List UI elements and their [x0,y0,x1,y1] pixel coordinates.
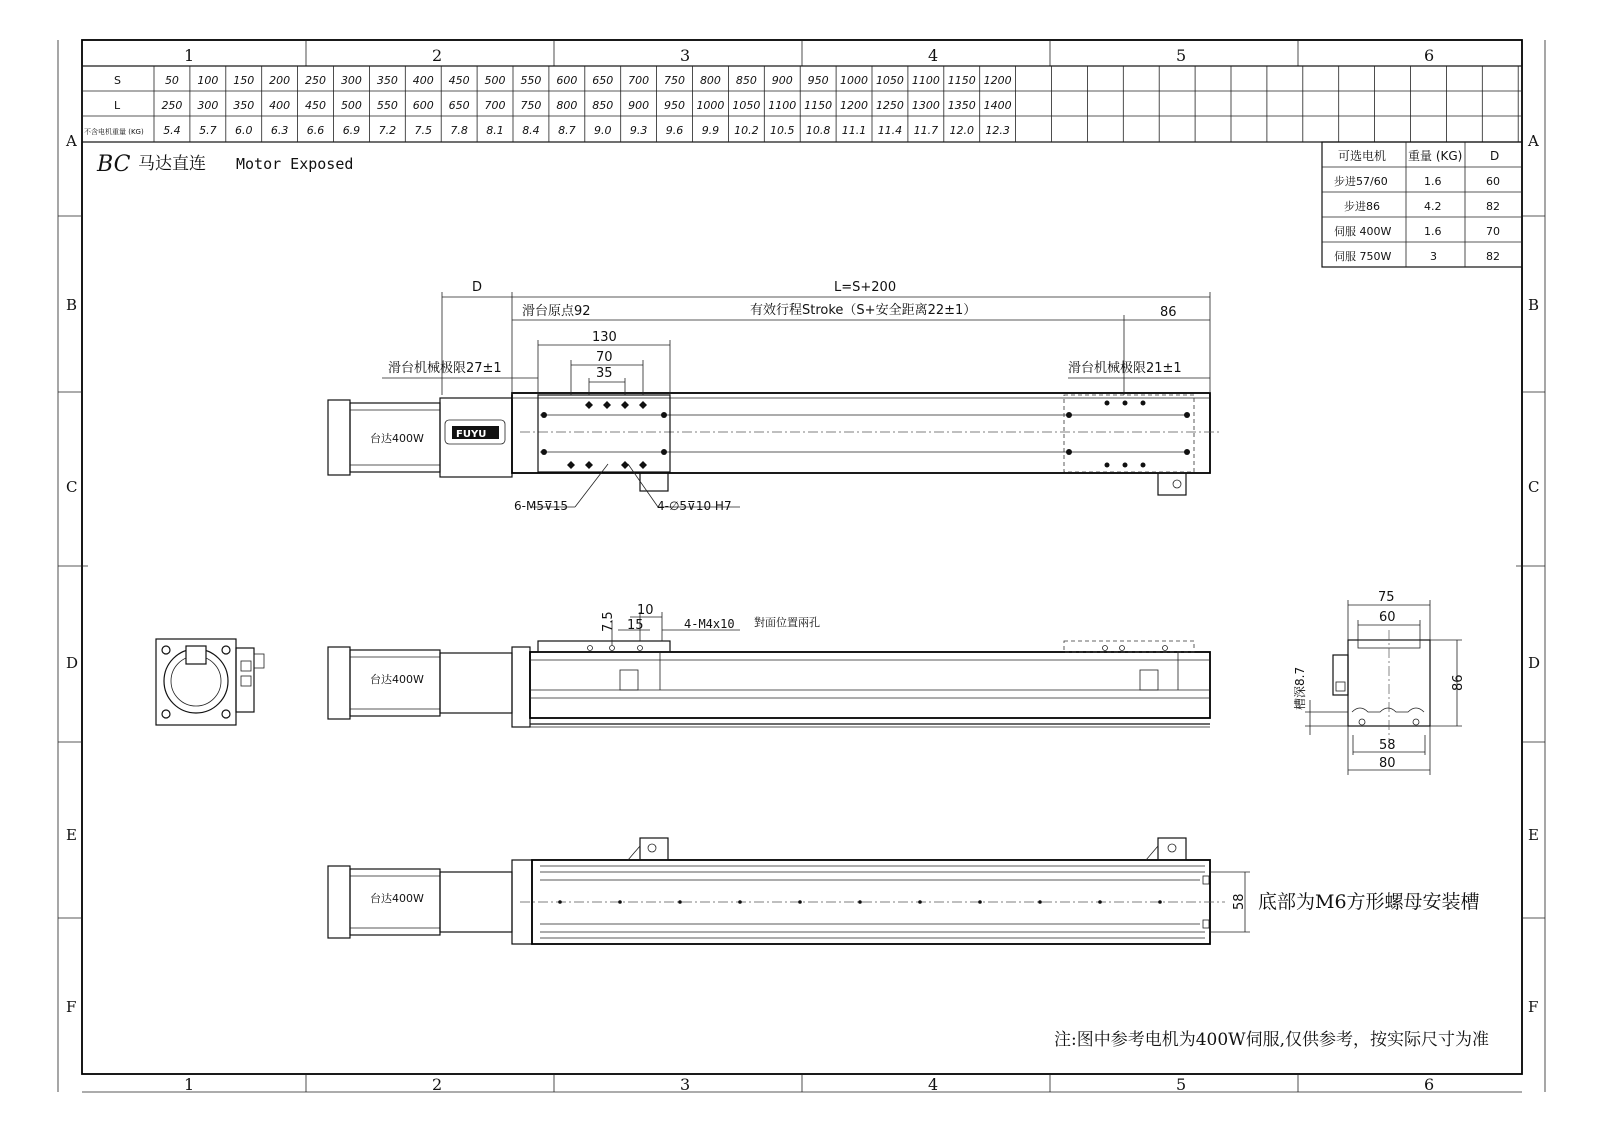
spec-table-cell: 7.8 [450,124,468,137]
bottom-view [328,838,1480,944]
spec-table-cell: 11.4 [877,124,903,137]
motor-table-cell: 伺服 400W [1334,225,1392,238]
spec-table-cell: 8.4 [522,124,540,137]
dim-35: 35 [596,366,613,381]
spec-table-cell: 1050 [732,99,761,112]
spec-table-cell: 750 [664,74,686,87]
limit-right: 滑台机械极限21±1 [1068,361,1182,376]
spec-table-cell: 600 [556,74,578,87]
end-carriage-ghost [1064,395,1194,472]
spec-table-cell: 750 [520,99,542,112]
row-label: D [1528,654,1541,672]
spec-table-cell: 6.3 [270,124,289,137]
spec-table-cell: 1250 [875,99,904,112]
spec-table-cell: 250 [161,99,183,112]
spec-table-cell: 50 [164,74,179,87]
motor-label: 台达400W [370,432,424,445]
spec-table-cell: 1050 [875,74,904,87]
hole-m4-callout: 4-M4x10 [684,617,735,631]
spec-table-cell: 550 [376,99,398,112]
spec-table-cell: 1150 [947,74,976,87]
dim-86: 86 [1160,305,1177,320]
motor-end-view [156,639,264,725]
spec-table-cell: 1100 [911,74,940,87]
spec-table-cell: 900 [628,99,650,112]
spec-table-cell: 5.4 [163,124,181,137]
frame-row-labels-right [1527,132,1540,1016]
motor-table-header: 重量 (KG) [1408,149,1463,163]
motor-table-cell: 82 [1486,200,1500,213]
row-label: B [1528,296,1540,314]
spec-table-cell: 550 [520,74,542,87]
dim-stroke: 有效行程Stroke（S+安全距离22±1） [750,303,977,318]
spec-table-cell: 500 [484,74,506,87]
spec-table-cell: 500 [340,99,362,112]
col-label: 6 [1424,1075,1435,1094]
carriage [538,395,670,472]
title-en: Motor Exposed [236,155,354,173]
spec-table-cell: 850 [592,99,614,112]
col-label: 2 [432,46,443,65]
hole-pin-callout: 4-∅5⊽10 H7 [657,499,732,513]
spec-table-cell: 350 [233,99,255,112]
col-label: 4 [928,1075,939,1094]
spec-table-cell: 350 [376,74,398,87]
spec-table-cell: 9.9 [701,124,720,137]
hole-m5-callout: 6-M5⊽15 [514,499,569,513]
dim-80: 80 [1379,756,1396,771]
spec-table-cell: 650 [448,99,470,112]
spec-table-cell: 1150 [804,99,833,112]
spec-table-cell: 450 [448,74,470,87]
spec-table-cell: 6.9 [342,124,361,137]
side-view [328,603,1210,727]
spec-table-cell: 200 [269,74,291,87]
row-label: C [1528,478,1540,496]
spec-table-cell: 6.0 [235,124,253,137]
spec-table-cell: 12.3 [985,124,1010,137]
rail-end-view [1292,590,1466,775]
row-label: F [1528,998,1539,1016]
motor-table-cell: 步进57/60 [1334,175,1388,188]
spec-table-cell: 6.6 [306,124,325,137]
col-label: 2 [432,1075,443,1094]
spec-table-cell: 9.0 [594,124,612,137]
row-label: B [66,296,78,314]
col-label: 1 [184,1075,195,1094]
title-cn: 马达直连 [138,154,206,174]
row-label: A [66,132,77,150]
spec-table-cell: 9.3 [629,124,648,137]
motor-table-header: 可选电机 [1338,149,1387,163]
spec-table-cells [161,74,1011,137]
spec-table-cell: 400 [269,99,291,112]
spec-table-cell: 300 [340,74,362,87]
spec-table-cell: 11.7 [913,124,939,137]
motor-table [1322,142,1522,267]
dim-130: 130 [592,330,617,345]
col-label: 4 [928,46,939,65]
footer-note: 注:图中参考电机为400W伺服,仅供参考，按实际尺寸为准 [1054,1030,1490,1050]
frame-column-labels-bottom [184,1075,1434,1094]
col-label: 6 [1424,46,1435,65]
dim-l: L=S+200 [834,280,897,295]
spec-table-cell: 800 [556,99,578,112]
motor-table-cell: 60 [1486,175,1500,188]
row-label: D [66,654,79,672]
spec-table-cell: 5.7 [199,124,217,137]
hole-note: 對面位置兩孔 [754,616,820,629]
motor-label: 台达400W [370,892,424,905]
motor-table-cell: 4.2 [1424,200,1442,213]
spec-table-cell: 600 [412,99,434,112]
dim-7-5: 7.5 [601,611,616,632]
dim-58: 58 [1232,893,1247,910]
col-label: 1 [184,46,195,65]
spec-table-cell: 10.2 [734,124,759,137]
spec-row-header-s: S [114,74,121,87]
spec-table-cell: 11.1 [841,124,867,137]
limit-left: 滑台机械极限27±1 [388,361,502,376]
motor-table-cell: 82 [1486,250,1500,263]
spec-table-cell: 950 [807,74,829,87]
spec-table-cell: 250 [305,74,327,87]
row-label: F [66,998,77,1016]
motor-table-cell: 70 [1486,225,1500,238]
rail-body [512,393,1210,473]
motor-table-header: D [1490,149,1500,163]
spec-table-cell: 900 [771,74,793,87]
spec-table-cell: 10.5 [770,124,795,137]
dim-70: 70 [596,350,613,365]
motor-flange [328,400,350,475]
spec-table-cell: 650 [592,74,614,87]
spec-table [82,66,1522,142]
dim-10: 10 [637,603,654,618]
motor-table-cell: 1.6 [1424,225,1442,238]
frame-row-labels-left [65,132,78,1016]
spec-table-cell: 800 [699,74,721,87]
motor-table-cell: 步进86 [1344,200,1380,213]
spec-table-cell: 10.8 [805,124,831,137]
title-prefix: BC [97,152,131,177]
spec-table-cell: 7.2 [378,124,397,137]
bottom-slot-note: 底部为M6方形螺母安装槽 [1258,891,1480,913]
spec-table-cell: 1400 [983,99,1012,112]
spec-table-cell: 1000 [840,74,869,87]
sensor-bracket [640,473,668,491]
col-label: 3 [680,1075,691,1094]
spec-table-cell: 950 [664,99,686,112]
spec-table-cell: 8.1 [486,124,504,137]
motor-table-cell: 伺服 750W [1334,250,1392,263]
row-label: C [66,478,78,496]
slot-depth: 槽深8.7 [1293,666,1307,710]
spec-table-cell: 100 [197,74,219,87]
top-view [328,280,1220,513]
col-label: 5 [1176,46,1187,65]
spec-table-cell: 1300 [911,99,940,112]
spec-table-cell: 9.6 [665,124,684,137]
spec-table-cell: 7.5 [414,124,432,137]
spec-table-cell: 1200 [840,99,869,112]
frame-column-labels-top [184,46,1434,65]
spec-table-cell: 400 [412,74,434,87]
col-label: 5 [1176,1075,1187,1094]
spec-table-cell: 300 [197,99,219,112]
motor-table-cell: 1.6 [1424,175,1442,188]
spec-table-cell: 700 [628,74,650,87]
spec-table-cell: 150 [233,74,255,87]
spec-table-cell: 8.7 [558,124,576,137]
dim-15: 15 [627,618,644,633]
spec-table-cell: 450 [305,99,327,112]
row-label: E [66,826,77,844]
row-label: A [1528,132,1539,150]
row-label: E [1528,826,1539,844]
dim-60: 60 [1379,610,1396,625]
spec-table-cell: 12.0 [949,124,974,137]
motor-label: 台达400W [370,673,424,686]
drawing-title [96,152,353,177]
spec-table-cell: 1100 [768,99,797,112]
dim-d: D [472,280,483,295]
sensor-bracket [1158,473,1186,495]
spec-table-cell: 1350 [947,99,976,112]
col-label: 3 [680,46,691,65]
carriage-holes [541,401,667,469]
spec-table-cell: 850 [735,74,757,87]
dim-86: 86 [1451,674,1466,691]
dim-75: 75 [1378,590,1395,605]
motor-table-cell: 3 [1430,250,1437,263]
brand-text: FUYU [456,429,487,440]
dim-origin: 滑台原点92 [522,304,591,319]
spec-table-cell: 1000 [696,99,725,112]
spec-table-cell: 1200 [983,74,1012,87]
spec-row-header-weight: 不含电机重量 (KG) [84,128,144,136]
spec-table-cell: 700 [484,99,506,112]
dim-58: 58 [1379,738,1396,753]
spec-row-header-l: L [114,99,121,112]
